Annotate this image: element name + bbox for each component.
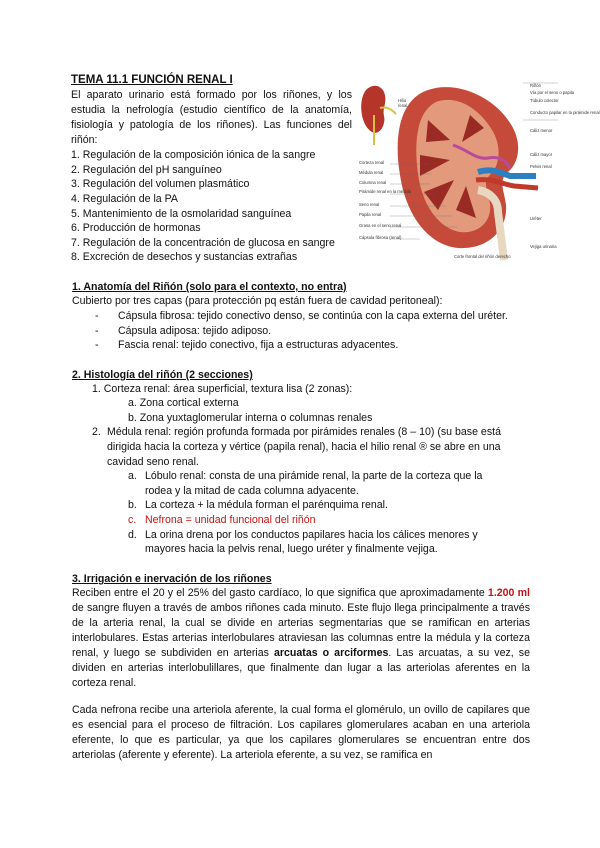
figure-label: Seno renal: [359, 202, 380, 207]
hilum-label: renal: [398, 103, 408, 108]
section-1-heading: 1. Anatomía del Riñón (solo para el contexto, no entra): [72, 281, 347, 293]
list-item: La orina drena por los conductos papilares hacia los cálices menores y: [145, 529, 478, 541]
figure-label: Pelvis renal: [530, 164, 552, 169]
figure-label: Cáliz menor: [530, 128, 553, 133]
list-item: dirigida hacia la corteza y vértice (papila renal), hacia el hilio renal ® se abre en una: [107, 441, 501, 453]
kidney-diagram: [358, 80, 600, 260]
list-letter: c.: [128, 514, 137, 526]
bullet-dash: -: [95, 310, 99, 322]
figure-caption: Corte frontal del riñón derecho: [454, 254, 511, 259]
list-item: b. Zona yuxtaglomerular interna o columnas renales: [128, 412, 373, 424]
list-item: Cápsula fibrosa: tejido conectivo denso, se continúa con la capa externa del uréter.: [118, 310, 508, 322]
figure-label: Papila renal: [359, 212, 382, 217]
figure-label: Riñón: [530, 83, 541, 88]
section-3-paragraph-2: Cada nefrona recibe una arteriola aferente, la cual forma el glomérulo, un ovillo de capilares que es esencial para el proceso de filtración. Los capilares glomerulares acaban en una arteriola eferente, lo que es particular, ya que los capilares glomerulares se encuentran entre dos arteriolas (aferente y eferente). La arteriola eferente, a su vez, se ramifica en: [72, 704, 530, 761]
figure-label: Corteza renal: [359, 160, 385, 165]
page-title: TEMA 11.1 FUNCIÓN RENAL I: [71, 74, 233, 86]
figure-label: Pirámide renal en la médula: [359, 189, 412, 194]
figure-label: Conducto papilar en la pirámide renal: [530, 110, 600, 115]
function-item: 2. Regulación del pH sanguíneo: [71, 164, 222, 176]
figure-label: Grasa en el seno renal: [359, 223, 402, 228]
function-item: 6. Producción de hormonas: [71, 222, 201, 234]
list-item: Cápsula adiposa: tejido adiposo.: [118, 325, 272, 337]
bullet-dash: -: [95, 339, 99, 351]
list-item: rodea y la mitad de cada columna adyacente.: [145, 485, 359, 497]
function-item: 8. Excreción de desechos y sustancias extrañas: [71, 251, 298, 263]
list-letter: b.: [128, 499, 137, 511]
list-item: mayores hacia la pelvis renal, luego uréter y finalmente vejiga.: [145, 543, 438, 555]
figure-label: Vía por el seno o papila: [530, 90, 574, 95]
function-item: 1. Regulación de la composición iónica de la sangre: [71, 149, 316, 161]
list-item: Fascia renal: tejido conectivo, fija a estructuras adyacentes.: [118, 339, 399, 351]
list-item-highlight: Nefrona = unidad funcional del riñón: [145, 514, 316, 526]
list-item: Lóbulo renal: consta de una pirámide renal, la parte de la corteza que la: [145, 470, 483, 482]
figure-label: Cápsula fibrosa (renal): [359, 235, 402, 240]
section-3-heading: 3. Irrigación e inervación de los riñones: [72, 573, 272, 585]
section-2-heading: 2. Histología del riñón (2 secciones): [72, 369, 253, 381]
figure-label: Vejiga urinaria: [530, 244, 557, 249]
figure-label: Cáliz mayor: [530, 152, 553, 157]
intro-paragraph: El aparato urinario está formado por los riñones, y los estudia la nefrología (estudio científico de la anatomía, fisiología y patología de los riñones). Las funciones del riñón:: [71, 89, 352, 146]
function-item: 3. Regulación del volumen plasmático: [71, 178, 250, 190]
list-item: 1. Corteza renal: área superficial, textura lisa (2 zonas):: [92, 383, 353, 395]
list-number: 2.: [92, 426, 101, 438]
function-item: 7. Regulación de la concentración de glucosa en sangre: [71, 237, 335, 249]
figure-label: Médula renal: [359, 170, 384, 175]
function-item: 5. Mantenimiento de la osmolaridad sanguínea: [71, 208, 292, 220]
figure-label: Túbulo colector: [530, 98, 559, 103]
list-letter: a.: [128, 470, 137, 482]
function-item: 4. Regulación de la PA: [71, 193, 178, 205]
section-3-paragraph-1: Reciben entre el 20 y el 25% del gasto cardíaco, lo que significa que aproximadamente 1.200 ml de sangre fluyen a través de ambos riñones cada minuto. Este flujo llega principalmente a través de la arteria renal, la cual se divide en arterias segmentarias que se ramifican en arterias interlobulares. Estas arterias interlobulares atraviesan las columnas entre la médula y la corteza renal, y luego se subdividen en arterias arcuatas o arciformes. Las arcuatas, a su vez, se dividen en arterias interlobulillares, que finalmente dan lugar a las arteriolas aferentes en la corteza renal.: [72, 587, 530, 689]
hilum-label: Hilio: [398, 98, 407, 103]
figure-label: Columna renal: [359, 180, 387, 185]
section-1-text: Cubierto por tres capas (para protección pq están fuera de cavidad peritoneal):: [72, 295, 443, 307]
figure-label: Uréter: [530, 216, 542, 221]
list-item: Médula renal: región profunda formada por pirámides renales (8 – 10) (su base está: [107, 426, 501, 438]
blood-flow-value: 1.200 ml: [487, 587, 530, 599]
list-item: a. Zona cortical externa: [128, 397, 239, 409]
bullet-dash: -: [95, 325, 99, 337]
list-letter: d.: [128, 529, 137, 541]
list-item: cavidad seno renal.: [107, 456, 199, 468]
list-item: La corteza + la médula forman el parénquima renal.: [145, 499, 388, 511]
